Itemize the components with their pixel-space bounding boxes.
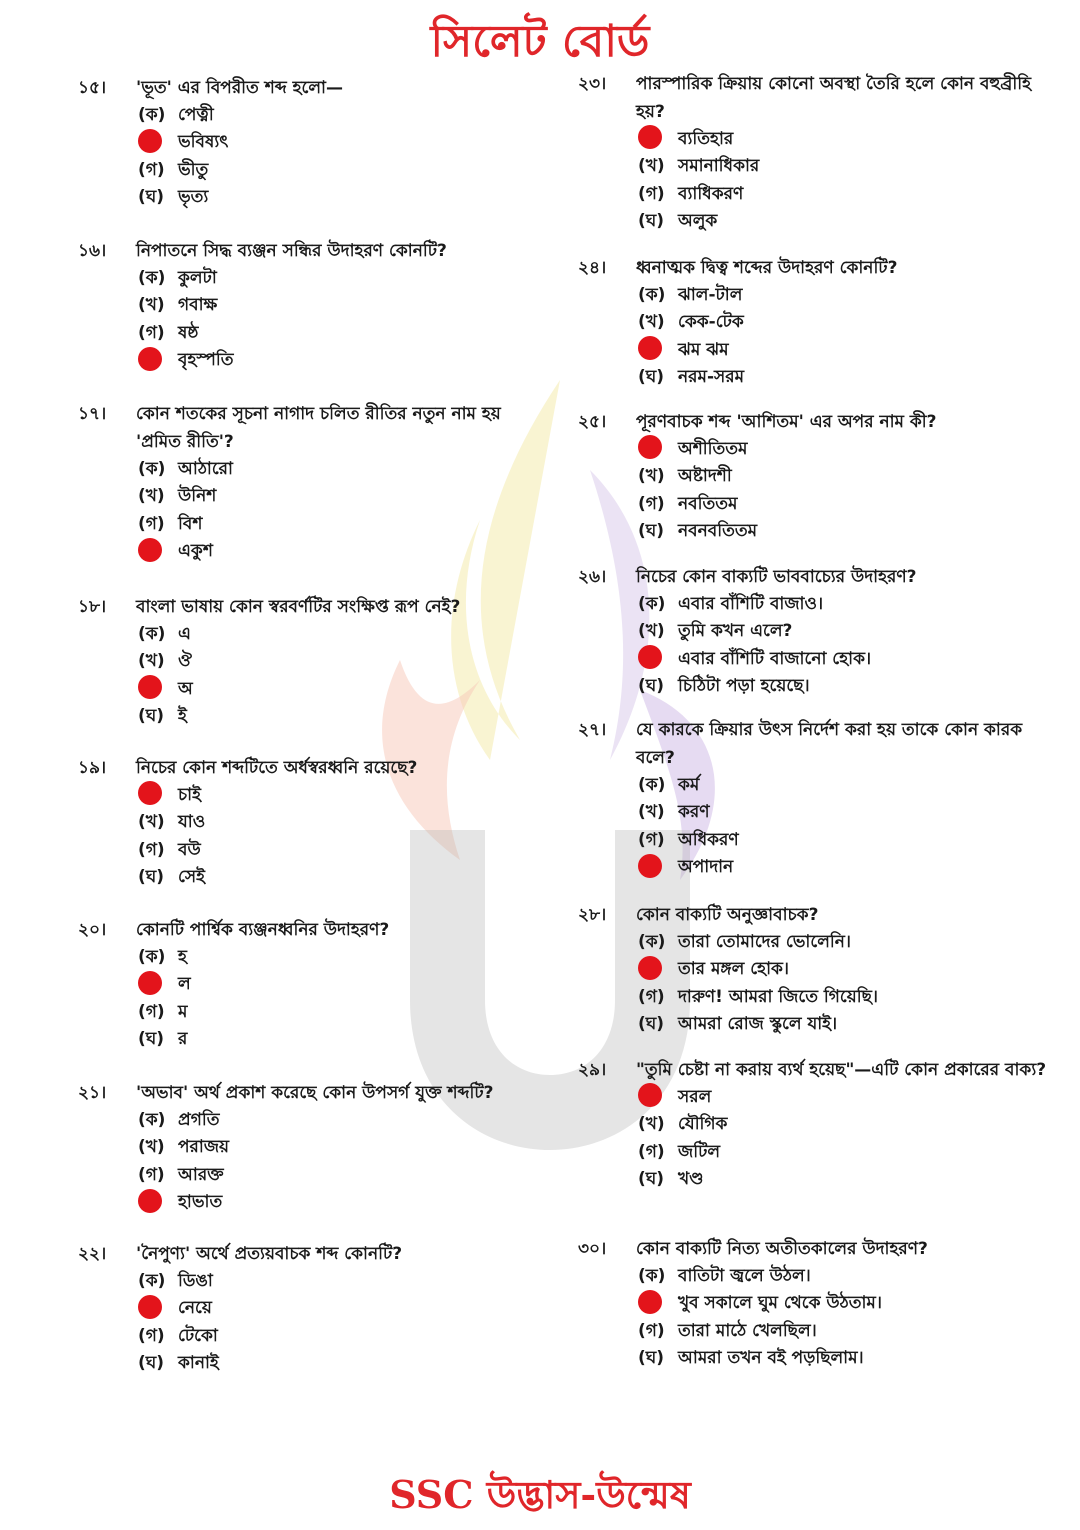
option xyxy=(138,1268,548,1296)
option-label: (খ) xyxy=(638,466,665,487)
option-text: হাভাত xyxy=(178,1192,223,1213)
question-block xyxy=(78,754,548,892)
option xyxy=(138,1351,548,1379)
options-list xyxy=(138,265,548,375)
question-row xyxy=(578,408,1048,436)
option-label: (ক) xyxy=(138,1270,166,1291)
options-list xyxy=(638,591,1048,701)
option-text: ম xyxy=(178,1001,188,1022)
answer-dot-icon xyxy=(638,435,678,464)
question-row xyxy=(78,74,548,102)
option-label: (গ) xyxy=(638,183,665,204)
question-block xyxy=(78,237,548,375)
option-text: খণ্ড xyxy=(678,1169,704,1190)
question-row xyxy=(78,754,548,782)
option xyxy=(138,265,548,293)
option-label: (ঘ) xyxy=(638,1348,665,1369)
option xyxy=(138,511,548,539)
option-text: করণ xyxy=(678,802,710,823)
option xyxy=(638,1139,1048,1167)
answer-dot-icon xyxy=(138,129,178,158)
option xyxy=(638,1346,1048,1374)
option-text: বৃহস্পতি xyxy=(178,350,234,371)
question-text: পারস্পারিক ক্রিয়ায় কোনো অবস্থা তৈরি হলে কোন বহুব্রীহি হয়? xyxy=(636,74,1032,122)
option-label: (গ) xyxy=(138,1325,165,1346)
question-block xyxy=(578,716,1048,882)
option xyxy=(638,491,1048,519)
option-text: কানাই xyxy=(178,1353,219,1374)
option-label: (ঘ) xyxy=(138,706,165,727)
option-text: ভবিষ্যৎ xyxy=(178,132,229,153)
question-number: ১৭। xyxy=(78,404,107,424)
option xyxy=(638,1012,1048,1040)
option-label: (ঘ) xyxy=(138,187,165,208)
question-text: ধ্বনাত্মক দ্বিত্ব শব্দের উদাহরণ কোনটি? xyxy=(636,258,898,278)
option xyxy=(638,519,1048,547)
option xyxy=(138,999,548,1027)
option-label: (খ) xyxy=(138,651,165,672)
question-row xyxy=(78,916,548,944)
option-label: (ক) xyxy=(638,774,666,795)
option-label: (গ) xyxy=(138,1001,165,1022)
option-text: জটিল xyxy=(678,1141,721,1162)
option xyxy=(638,181,1048,209)
answer-dot-icon xyxy=(638,1083,678,1112)
option-label: (ক) xyxy=(138,458,166,479)
options-list xyxy=(638,1263,1048,1373)
option-text: নবতিতম xyxy=(678,493,738,514)
option xyxy=(638,209,1048,237)
option xyxy=(638,674,1048,702)
option-correct xyxy=(138,1296,548,1324)
option-label: (গ) xyxy=(138,839,165,860)
option-text: প্রগতি xyxy=(178,1109,220,1130)
option-text: যাও xyxy=(178,812,206,833)
option xyxy=(638,800,1048,828)
question-block xyxy=(78,1240,548,1378)
answer-dot-icon xyxy=(638,854,678,883)
question-block xyxy=(78,1079,548,1217)
red-dot-icon xyxy=(638,956,662,980)
question-number: ১৮। xyxy=(78,597,107,617)
question-row xyxy=(578,254,1048,282)
option xyxy=(638,984,1048,1012)
options-list xyxy=(638,1084,1048,1194)
question-row xyxy=(78,237,548,265)
question-text: নিচের কোন বাক্যটি ভাববাচ্যের উদাহরণ? xyxy=(636,567,917,587)
option-label: (গ) xyxy=(638,986,665,1007)
option-label: (গ) xyxy=(138,1164,165,1185)
option-label: (খ) xyxy=(138,295,165,316)
option xyxy=(138,185,548,213)
option-text: নবনবতিতম xyxy=(678,521,758,542)
option-label: (ঘ) xyxy=(638,211,665,232)
option-label: (ক) xyxy=(138,104,166,125)
question-number: ২৩। xyxy=(578,74,607,94)
options-list xyxy=(138,782,548,892)
option-text: আঠারো xyxy=(178,458,233,479)
question-text: কোন বাক্যটি অনুজ্ঞাবাচক? xyxy=(636,905,819,925)
option-label: (গ) xyxy=(638,1320,665,1341)
option xyxy=(638,1318,1048,1346)
answer-dot-icon xyxy=(138,675,178,704)
option-text: সরল xyxy=(678,1086,712,1107)
option-correct xyxy=(138,972,548,1000)
option xyxy=(138,484,548,512)
option-label: (খ) xyxy=(138,812,165,833)
option-label: (ঘ) xyxy=(638,521,665,542)
option-text: ষষ্ঠ xyxy=(178,322,199,343)
option-text: পেত্নী xyxy=(178,104,214,125)
option-label: (ক) xyxy=(138,623,166,644)
red-dot-icon xyxy=(638,645,662,669)
option-text: অশীতিতম xyxy=(678,438,748,459)
option xyxy=(638,310,1048,338)
option xyxy=(638,772,1048,800)
question-row xyxy=(78,593,548,621)
question-number: ২৬। xyxy=(578,567,607,587)
question-number: ১৯। xyxy=(78,758,107,778)
option-label: (খ) xyxy=(638,156,665,177)
option-text: ল xyxy=(178,974,191,995)
options-list xyxy=(638,126,1048,236)
red-dot-icon xyxy=(138,1295,162,1319)
option-label: (ঘ) xyxy=(138,1029,165,1050)
question-block xyxy=(578,901,1048,1039)
option xyxy=(138,102,548,130)
option-text: এবার বাঁশিটি বাজানো হোক। xyxy=(678,648,872,669)
options-list xyxy=(138,102,548,212)
option-correct xyxy=(638,1291,1048,1319)
question-block xyxy=(578,408,1048,546)
option xyxy=(638,1263,1048,1291)
question-text: পূরণবাচক শব্দ 'আশিতম' এর অপর নাম কী? xyxy=(636,412,937,432)
option xyxy=(638,827,1048,855)
option-correct xyxy=(638,855,1048,883)
answer-dot-icon xyxy=(638,336,678,365)
option xyxy=(638,619,1048,647)
option-label: (খ) xyxy=(138,1137,165,1158)
red-dot-icon xyxy=(138,675,162,699)
options-list xyxy=(138,456,548,566)
option-text: হ xyxy=(178,946,187,967)
answer-dot-icon xyxy=(638,956,678,985)
option-text: অ xyxy=(178,678,193,699)
red-dot-icon xyxy=(638,854,662,878)
option-text: সমানাধিকার xyxy=(678,156,760,177)
options-list xyxy=(138,1268,548,1378)
question-block xyxy=(578,1056,1048,1194)
question-row xyxy=(578,70,1048,126)
option-label: (ঘ) xyxy=(638,1169,665,1190)
red-dot-icon xyxy=(638,1290,662,1314)
option-label: (ঘ) xyxy=(138,1353,165,1374)
answer-dot-icon xyxy=(138,1189,178,1218)
option-text: তারা মাঠে খেলছিল। xyxy=(678,1320,817,1341)
option-correct xyxy=(638,957,1048,985)
option xyxy=(138,293,548,321)
question-number: ২০। xyxy=(78,920,107,940)
option-text: নরম-সরম xyxy=(678,367,745,388)
options-list xyxy=(638,772,1048,882)
option xyxy=(638,1167,1048,1195)
question-row xyxy=(578,563,1048,591)
option xyxy=(138,1135,548,1163)
question-row xyxy=(78,400,548,456)
red-dot-icon xyxy=(138,129,162,153)
option xyxy=(638,365,1048,393)
question-text: যে কারকে ক্রিয়ার উৎস নির্দেশ করা হয় তাকে কোন কারক বলে? xyxy=(636,720,1023,768)
option xyxy=(138,944,548,972)
option-label: (ক) xyxy=(638,931,666,952)
red-dot-icon xyxy=(138,1189,162,1213)
question-text: কোন শতকের সূচনা নাগাদ চলিত রীতির নতুন নাম হয় 'প্রমিত রীতি'? xyxy=(136,404,501,452)
question-number: ১৫। xyxy=(78,78,107,98)
option-label: (গ) xyxy=(638,829,665,850)
red-dot-icon xyxy=(638,125,662,149)
option xyxy=(138,621,548,649)
option-label: (গ) xyxy=(638,1141,665,1162)
red-dot-icon xyxy=(138,971,162,995)
option-label: (গ) xyxy=(638,493,665,514)
options-list xyxy=(138,1107,548,1217)
option-label: (ঘ) xyxy=(638,367,665,388)
option-text: চাই xyxy=(178,784,201,805)
options-list xyxy=(638,282,1048,392)
option-text: তারা তোমাদের ভোলেনি। xyxy=(678,931,851,952)
option xyxy=(138,157,548,185)
option-correct xyxy=(138,1190,548,1218)
option-label: (ক) xyxy=(138,946,166,967)
option xyxy=(638,1112,1048,1140)
question-number: ২১। xyxy=(78,1083,107,1103)
option xyxy=(638,464,1048,492)
option xyxy=(138,1323,548,1351)
question-row xyxy=(578,901,1048,929)
option-correct xyxy=(638,1084,1048,1112)
option xyxy=(138,1107,548,1135)
red-dot-icon xyxy=(138,538,162,562)
option-text: কুলটা xyxy=(178,267,217,288)
question-row xyxy=(578,1235,1048,1263)
options-list xyxy=(638,436,1048,546)
answer-dot-icon xyxy=(138,347,178,376)
option-label: (ঘ) xyxy=(638,1014,665,1035)
option-label: (ক) xyxy=(138,267,166,288)
option-text: অপাদান xyxy=(678,857,734,878)
option-label: (গ) xyxy=(138,513,165,534)
answer-dot-icon xyxy=(138,1295,178,1324)
option-label: (খ) xyxy=(638,621,665,642)
options-list xyxy=(138,944,548,1054)
option-text: কেক-টেক xyxy=(678,312,744,333)
option-text: ভৃত্য xyxy=(178,187,209,208)
option-label: (খ) xyxy=(638,802,665,823)
option-text: ব্যতিহার xyxy=(678,128,734,149)
option xyxy=(138,865,548,893)
question-number: ২৯। xyxy=(578,1060,607,1080)
option-label: (গ) xyxy=(138,322,165,343)
question-block xyxy=(578,254,1048,392)
question-block xyxy=(578,70,1048,236)
option-label: (ক) xyxy=(638,1265,666,1286)
option-text: আরক্ত xyxy=(178,1164,224,1185)
option-text: বউ xyxy=(178,839,201,860)
question-text: 'নৈপুণ্য' অর্থে প্রত্যয়বাচক শব্দ কোনটি? xyxy=(136,1244,403,1264)
option-text: তার মঙ্গল হোক। xyxy=(678,959,789,980)
option-text: খুব সকালে ঘুম থেকে উঠতাম। xyxy=(678,1293,882,1314)
option-label: (ক) xyxy=(638,284,666,305)
question-number: ২৭। xyxy=(578,720,607,740)
option-text: র xyxy=(178,1029,188,1050)
option-text: ভীতু xyxy=(178,159,209,180)
question-block xyxy=(78,916,548,1054)
answer-dot-icon xyxy=(138,971,178,1000)
option-label: (ক) xyxy=(638,593,666,614)
option-correct xyxy=(138,348,548,376)
option xyxy=(138,704,548,732)
option-correct xyxy=(638,337,1048,365)
option-text: একুশ xyxy=(178,541,213,562)
red-dot-icon xyxy=(638,435,662,459)
option-text: টেকো xyxy=(178,1325,218,1346)
option-text: এবার বাঁশিটি বাজাও। xyxy=(678,593,824,614)
question-block xyxy=(78,593,548,731)
option-text: চিঠিটা পড়া হয়েছে। xyxy=(678,676,810,697)
question-row xyxy=(578,1056,1048,1084)
question-text: বাংলা ভাষায় কোন স্বরবর্ণটির সংক্ষিপ্ত রূপ নেই? xyxy=(136,597,461,617)
option-label: (ঘ) xyxy=(138,867,165,888)
question-block xyxy=(78,400,548,566)
question-text: 'অভাব' অর্থ প্রকাশ করেছে কোন উপসর্গ যুক্ত শব্দটি? xyxy=(136,1083,494,1103)
red-dot-icon xyxy=(638,1083,662,1107)
option-text: তুমি কখন এলে? xyxy=(678,621,793,642)
red-dot-icon xyxy=(638,336,662,360)
option-correct xyxy=(638,646,1048,674)
answer-dot-icon xyxy=(138,781,178,810)
option-label: (গ) xyxy=(138,159,165,180)
option xyxy=(138,456,548,484)
options-list xyxy=(638,929,1048,1039)
question-number: ২৪। xyxy=(578,258,607,278)
option-text: অধিকরণ xyxy=(678,829,739,850)
question-block xyxy=(578,563,1048,701)
option-text: যৌগিক xyxy=(678,1114,728,1135)
option-correct xyxy=(138,130,548,158)
option-correct xyxy=(638,436,1048,464)
option xyxy=(138,1162,548,1190)
question-number: ৩০। xyxy=(578,1239,607,1259)
answer-dot-icon xyxy=(638,1290,678,1319)
question-row xyxy=(78,1079,548,1107)
option-text: ঝম ঝম xyxy=(678,339,729,360)
option-text: ই xyxy=(178,706,187,727)
option xyxy=(138,810,548,838)
option-label: (খ) xyxy=(638,312,665,333)
red-dot-icon xyxy=(138,347,162,371)
answer-dot-icon xyxy=(638,645,678,674)
question-block xyxy=(578,1235,1048,1373)
question-block xyxy=(78,74,548,212)
option-text: ডিঙা xyxy=(178,1270,213,1291)
option-text: নেয়ে xyxy=(178,1298,212,1319)
option-text: অষ্টাদশী xyxy=(678,466,732,487)
question-number: ২২। xyxy=(78,1244,107,1264)
option-label: (ক) xyxy=(138,1109,166,1130)
option xyxy=(138,1027,548,1055)
page-title: সিলেট বোর্ড xyxy=(430,16,650,67)
option-label: (খ) xyxy=(638,1114,665,1135)
option-text: ঝাল-টাল xyxy=(678,284,743,305)
option-correct xyxy=(138,539,548,567)
option xyxy=(138,649,548,677)
red-dot-icon xyxy=(138,781,162,805)
option-text: সেই xyxy=(178,867,205,888)
question-number: ১৬। xyxy=(78,241,107,261)
question-text: নিপাতনে সিদ্ধ ব্যঞ্জন সন্ধির উদাহরণ কোনটি? xyxy=(136,241,447,261)
option-text: ব্যাধিকরণ xyxy=(678,183,744,204)
option xyxy=(638,282,1048,310)
option xyxy=(638,154,1048,182)
option-label: (খ) xyxy=(138,486,165,507)
question-text: নিচের কোন শব্দটিতে অর্ধস্বরধ্বনি রয়েছে? xyxy=(136,758,418,778)
question-number: ২৫। xyxy=(578,412,607,432)
option-label: (ঘ) xyxy=(638,676,665,697)
option xyxy=(638,591,1048,619)
question-text: "তুমি চেষ্টা না করায় ব্যর্থ হয়েছ"—এটি কোন প্রকারের বাক্য? xyxy=(636,1060,1047,1080)
answer-dot-icon xyxy=(638,125,678,154)
question-row xyxy=(578,716,1048,772)
option xyxy=(638,929,1048,957)
option-text: কর্ম xyxy=(678,774,700,795)
option-correct xyxy=(138,782,548,810)
option-text: আমরা তখন বই পড়ছিলাম। xyxy=(678,1348,864,1369)
option xyxy=(138,837,548,865)
footer-brand: SSC উদ্ভাস-উন্মেষ xyxy=(389,1472,691,1517)
question-text: কোন বাক্যটি নিত্য অতীতকালের উদাহরণ? xyxy=(636,1239,928,1259)
option-text: আমরা রোজ স্কুলে যাই। xyxy=(678,1014,838,1035)
question-text: 'ভূত' এর বিপরীত শব্দ হলো— xyxy=(136,78,343,98)
option-text: গবাক্ষ xyxy=(178,295,218,316)
options-list xyxy=(138,621,548,731)
option-text: উনিশ xyxy=(178,486,217,507)
option-text: এ xyxy=(178,623,191,644)
option-text: ঔ xyxy=(178,651,192,672)
question-text: কোনটি পার্শ্বিক ব্যঞ্জনধ্বনির উদাহরণ? xyxy=(136,920,390,940)
answer-dot-icon xyxy=(138,538,178,567)
option-text: বিশ xyxy=(178,513,203,534)
option-correct xyxy=(638,126,1048,154)
option-text: বাতিটা জ্বলে উঠল। xyxy=(678,1265,811,1286)
option-text: পরাজয় xyxy=(178,1137,230,1158)
question-row xyxy=(78,1240,548,1268)
option-correct xyxy=(138,676,548,704)
option xyxy=(138,320,548,348)
option-text: অলুক xyxy=(678,211,718,232)
question-number: ২৮। xyxy=(578,905,607,925)
option-text: দারুণ! আমরা জিতে গিয়েছি। xyxy=(678,986,878,1007)
